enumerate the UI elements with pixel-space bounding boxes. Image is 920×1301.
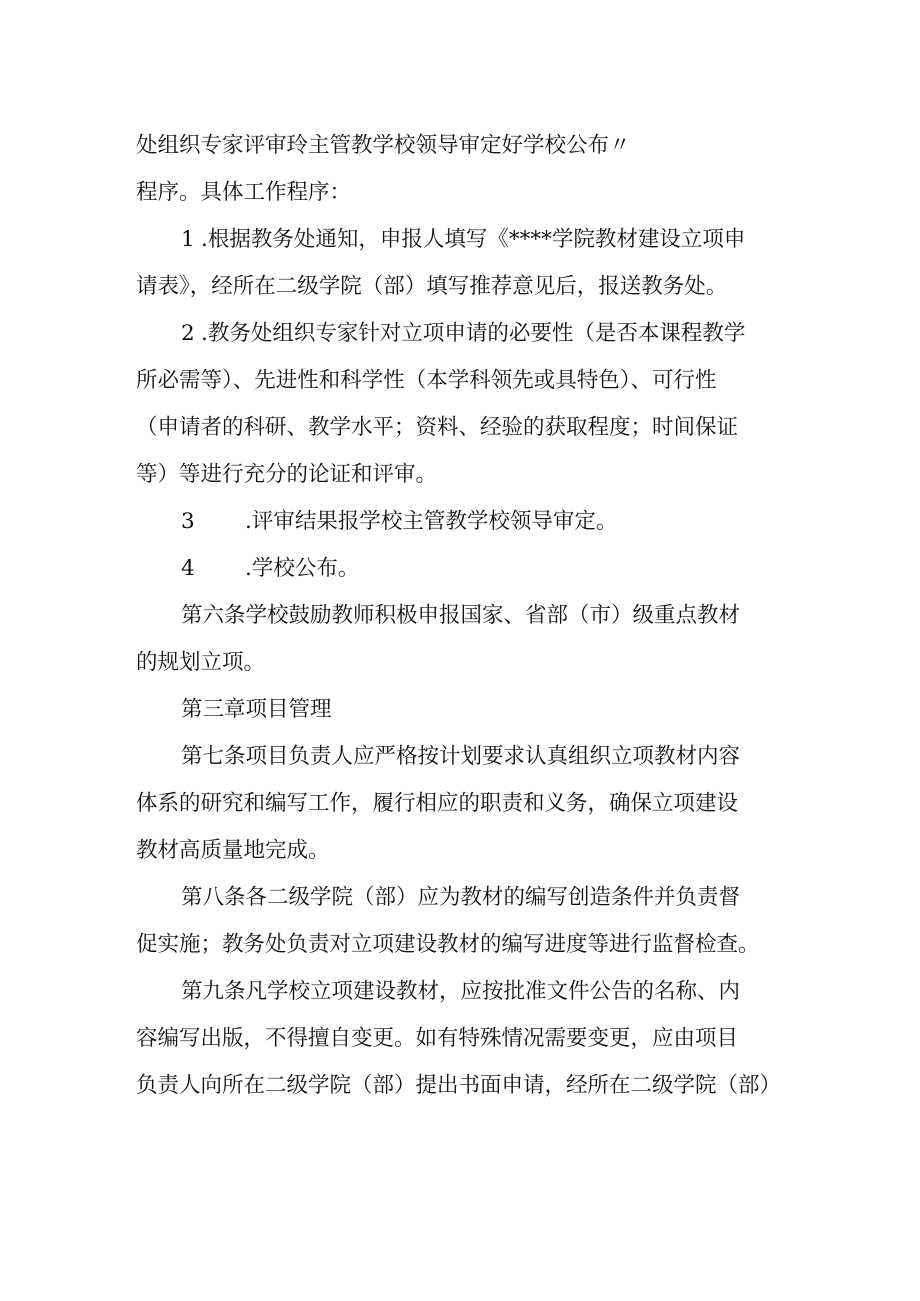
list-item <box>136 310 792 357</box>
text-line: 第七条项目负责人应严格按计划要求认真组织立项教材内容 <box>181 744 741 769</box>
item-number: 3 <box>181 509 195 534</box>
text-line: 程序。具体工作程序： <box>136 180 352 205</box>
text-line: 第八条各二级学院（部）应为教材的编写创造条件并负责督 <box>181 885 741 910</box>
document-body <box>136 122 792 1109</box>
chapter-heading: 第三章项目管理 <box>181 697 332 722</box>
text-line: 处组织专家评审玲主管教学校领导审定好学校公布〃 <box>136 133 631 158</box>
text-line: 第六条学校鼓励教师积极申报国家、省部（市）级重点教材 <box>181 603 741 628</box>
text-line: 第九条凡学校立项建设教材，应按批准文件公告的名称、内 <box>181 979 741 1004</box>
text-line: 容编写出版，不得擅自变更。如有特殊情况需要变更，应由项目 <box>136 1026 739 1051</box>
text-line: 促实施；教务处负责对立项建设教材的编写进度等进行监督检查。 <box>136 932 760 957</box>
item-text: .学校公布。 <box>245 556 360 581</box>
item-text: .评审结果报学校主管教学校领导审定。 <box>245 509 618 534</box>
item-text: .教务处组织专家针对立项申请的必要性（是否本课程教学 <box>201 321 746 346</box>
item-number: 1 <box>181 227 195 252</box>
item-number: 4 <box>181 556 195 581</box>
text-line: 体系的研究和编写工作，履行相应的职责和义务，确保立项建设 <box>136 791 739 816</box>
item-text: .根据教务处通知，申报人填写《****学院教材建设立项申 <box>201 227 746 252</box>
item-number: 2 <box>181 321 195 346</box>
list-item <box>136 216 792 263</box>
text-line: 负责人向所在二级学院（部）提出书面申请，经所在二级学院（部） <box>136 1073 782 1098</box>
text-line: 教材高质量地完成。 <box>136 838 330 863</box>
text-line: 的规划立项。 <box>136 650 266 675</box>
text-line: 所必需等）、先进性和科学性（本学科领先或具特色）、可行性 <box>136 368 717 393</box>
list-item <box>136 545 792 592</box>
text-line: （申请者的科研、教学水平；资料、经验的获取程度；时间保证 <box>136 415 739 440</box>
text-line: 请表》，经所在二级学院（部）填写推荐意见后，报送教务处。 <box>136 274 728 299</box>
list-item <box>136 498 792 545</box>
text-line: 等）等进行充分的论证和评审。 <box>136 462 438 487</box>
